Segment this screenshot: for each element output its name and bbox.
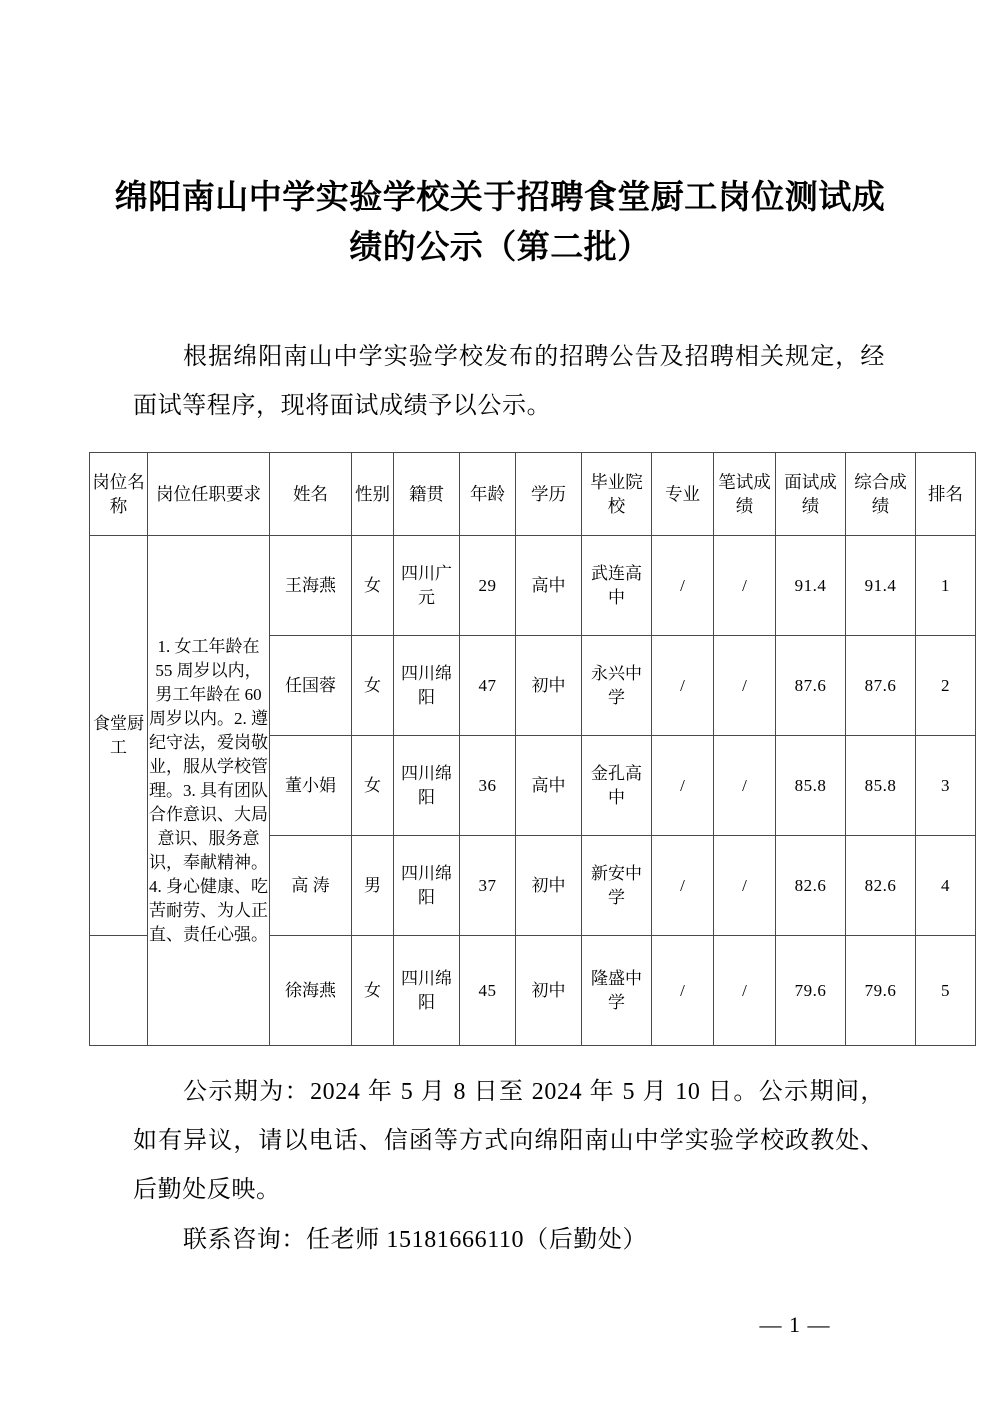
cell-total-score: 82.6 (846, 836, 916, 936)
cell-age: 47 (460, 636, 516, 736)
cell-interview-score: 85.8 (776, 736, 846, 836)
header-name: 姓名 (270, 453, 352, 536)
cell-major: / (652, 736, 714, 836)
cell-written-score: / (714, 736, 776, 836)
cell-education: 初中 (516, 836, 582, 936)
cell-written-score: / (714, 536, 776, 636)
header-school: 毕业院校 (582, 453, 652, 536)
cell-rank: 2 (916, 636, 976, 736)
header-requirements: 岗位任职要求 (148, 453, 270, 536)
contact-paragraph: 联系咨询：任老师 15181666110（后勤处） (183, 1227, 648, 1253)
cell-age: 45 (460, 936, 516, 1046)
cell-age: 37 (460, 836, 516, 936)
header-total-score: 综合成绩 (846, 453, 916, 536)
header-post-name: 岗位名称 (90, 453, 148, 536)
table-row (90, 536, 976, 636)
header-gender: 性别 (352, 453, 394, 536)
cell-interview-score: 87.6 (776, 636, 846, 736)
cell-rank: 1 (916, 536, 976, 636)
cell-education: 初中 (516, 936, 582, 1046)
cell-total-score: 87.6 (846, 636, 916, 736)
cell-interview-score: 82.6 (776, 836, 846, 936)
cell-name: 董小娟 (270, 736, 352, 836)
header-written-score: 笔试成绩 (714, 453, 776, 536)
cell-interview-score: 91.4 (776, 536, 846, 636)
cell-name: 高 涛 (270, 836, 352, 936)
cell-native-place: 四川广元 (394, 536, 460, 636)
cell-gender: 女 (352, 936, 394, 1046)
cell-education: 高中 (516, 736, 582, 836)
cell-school: 武连高中 (582, 536, 652, 636)
cell-major: / (652, 936, 714, 1046)
cell-native-place: 四川绵阳 (394, 836, 460, 936)
cell-major: / (652, 636, 714, 736)
cell-interview-score: 79.6 (776, 936, 846, 1046)
cell-major: / (652, 836, 714, 936)
cell-school: 隆盛中学 (582, 936, 652, 1046)
header-age: 年龄 (460, 453, 516, 536)
cell-requirements: 1. 女工年龄在 55 周岁以内，男工年龄在 60 周岁以内。2. 遵纪守法，爱岗敬业，服从学校管理。3. 具有团队合作意识、大局意识、服务意识，奉献精神。4. 身心健康、吃苦耐劳、为人正直、责任心强。 (148, 536, 270, 1046)
header-rank: 排名 (916, 453, 976, 536)
cell-rank: 3 (916, 736, 976, 836)
page-footer (0, 1312, 1000, 1338)
notice-paragraph: 公示期为：2024 年 5 月 8 日至 2024 年 5 月 10 日。公示期间，如有异议，请以电话、信函等方式向绵阳南山中学实验学校政教处、后勤处反映。 (133, 1079, 885, 1203)
results-table-wrapper (89, 452, 963, 1046)
cell-school: 新安中学 (582, 836, 652, 936)
cell-education: 高中 (516, 536, 582, 636)
cell-gender: 女 (352, 636, 394, 736)
cell-written-score: / (714, 636, 776, 736)
cell-rank: 5 (916, 936, 976, 1046)
cell-age: 36 (460, 736, 516, 836)
cell-native-place: 四川绵阳 (394, 936, 460, 1046)
cell-gender: 男 (352, 836, 394, 936)
cell-name: 王海燕 (270, 536, 352, 636)
cell-post-name: 食堂厨工 (90, 536, 148, 936)
cell-major: / (652, 536, 714, 636)
cell-total-score: 85.8 (846, 736, 916, 836)
cell-post-name-empty (90, 936, 148, 1046)
cell-rank: 4 (916, 836, 976, 936)
cell-written-score: / (714, 936, 776, 1046)
cell-school: 永兴中学 (582, 636, 652, 736)
cell-name: 徐海燕 (270, 936, 352, 1046)
cell-age: 29 (460, 536, 516, 636)
page-title: 绵阳南山中学实验学校关于招聘食堂厨工岗位测试成绩的公示（第二批） (114, 177, 886, 266)
results-table (89, 452, 976, 1046)
header-native-place: 籍贯 (394, 453, 460, 536)
cell-name: 任国蓉 (270, 636, 352, 736)
cell-total-score: 91.4 (846, 536, 916, 636)
header-education: 学历 (516, 453, 582, 536)
cell-native-place: 四川绵阳 (394, 736, 460, 836)
cell-total-score: 79.6 (846, 936, 916, 1046)
cell-education: 初中 (516, 636, 582, 736)
cell-written-score: / (714, 836, 776, 936)
page-number: — 1 — (759, 1312, 831, 1337)
table-header-row (90, 453, 976, 536)
header-interview-score: 面试成绩 (776, 453, 846, 536)
cell-native-place: 四川绵阳 (394, 636, 460, 736)
intro-paragraph: 根据绵阳南山中学实验学校发布的招聘公告及招聘相关规定，经面试等程序，现将面试成绩予以公示。 (133, 344, 885, 419)
header-major: 专业 (652, 453, 714, 536)
cell-gender: 女 (352, 536, 394, 636)
cell-gender: 女 (352, 736, 394, 836)
cell-school: 金孔高中 (582, 736, 652, 836)
